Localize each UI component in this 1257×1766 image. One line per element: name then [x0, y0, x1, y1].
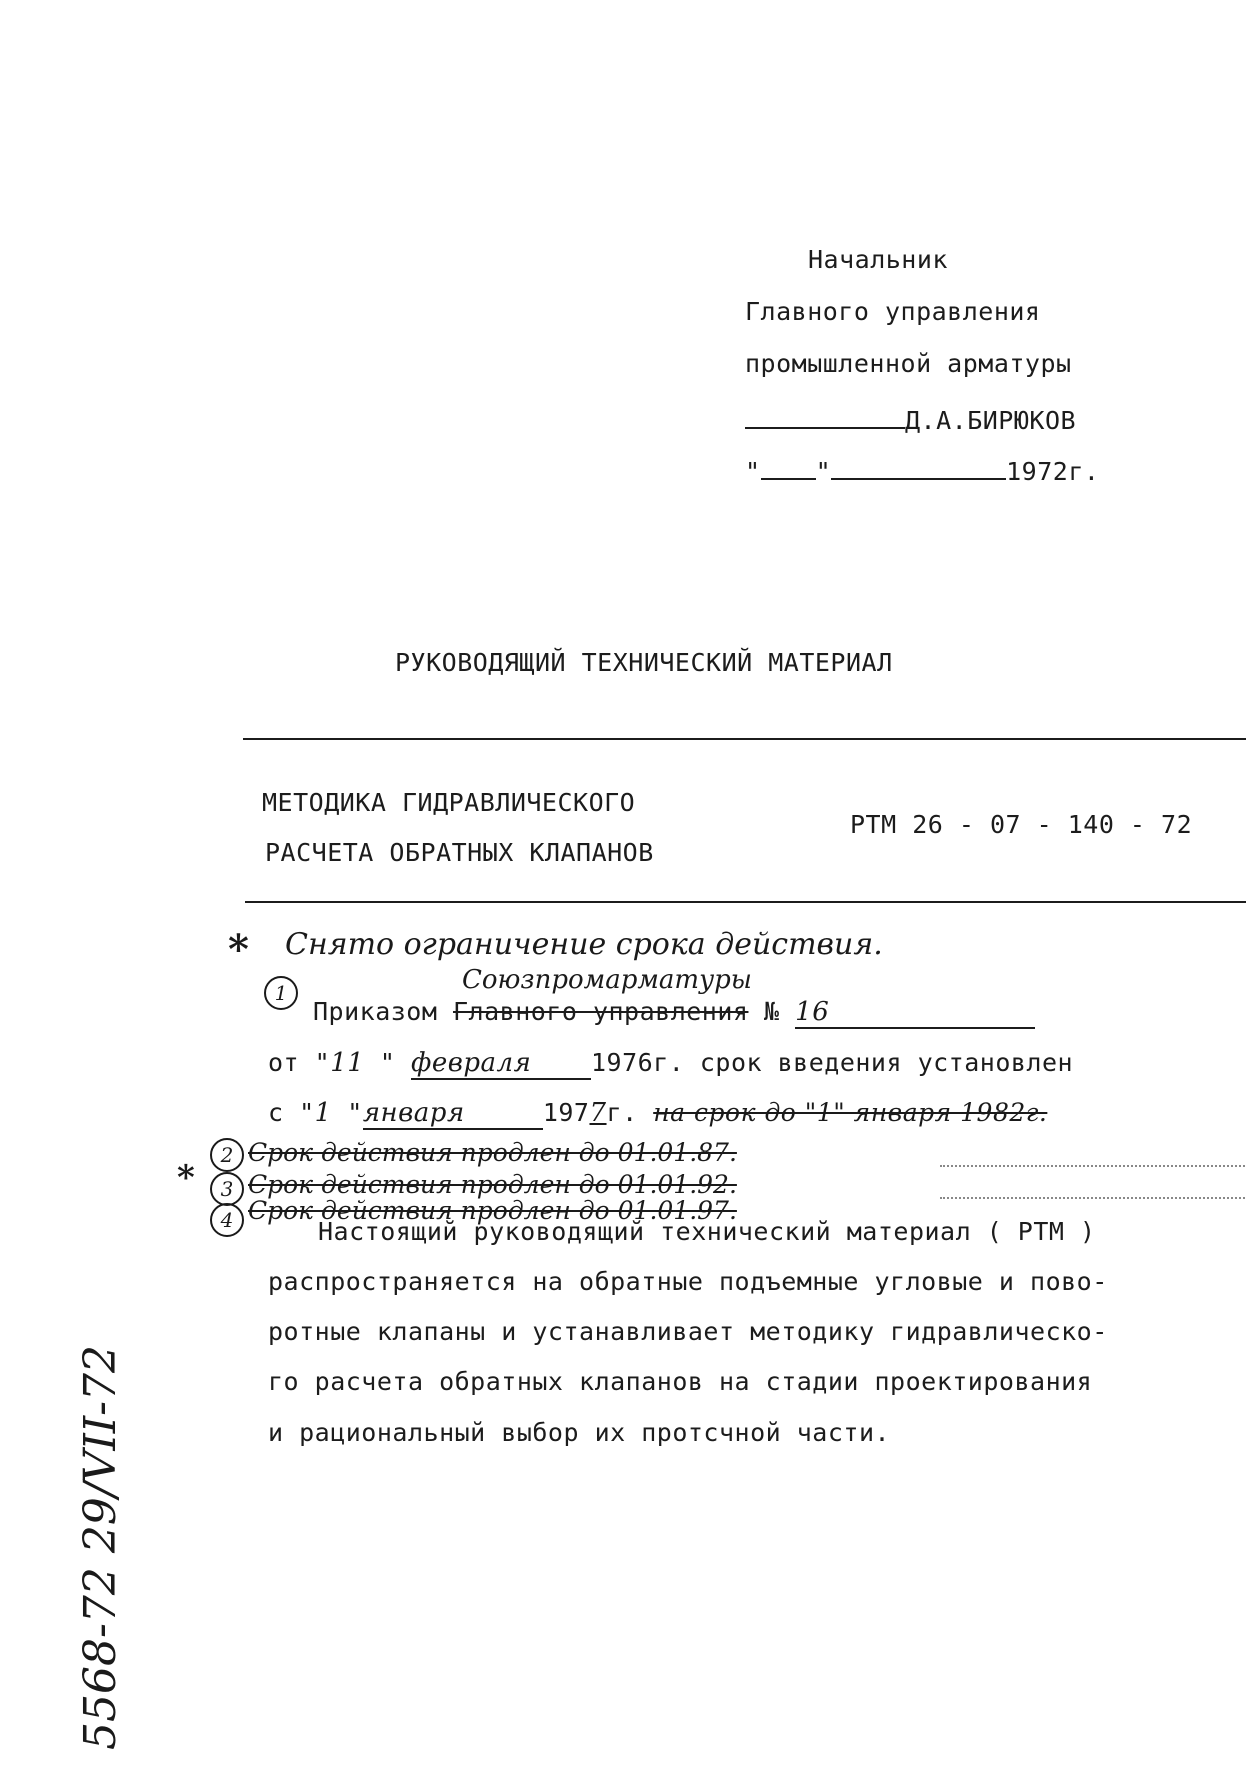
body-line-2: распространяется на обратные подъемные угловые и пово-: [268, 1267, 1108, 1296]
from-label: от ": [268, 1048, 331, 1077]
limit-removed-note: Снято ограничение срока действия.: [285, 927, 883, 962]
since-year-digit: 7: [589, 1098, 607, 1128]
number-sign: №: [764, 997, 780, 1026]
extension-dotted-line-1: [940, 1165, 1245, 1167]
asterisk-mark-2: *: [177, 1158, 195, 1198]
extension-note-1: Срок действия продлен до 01.01.87.: [248, 1138, 737, 1167]
body-line-4: го расчета обратных клапанов на стадии проектирования: [268, 1367, 1093, 1396]
body-line-1: Настоящий руководящий технический материал ( РТМ ): [318, 1217, 1096, 1246]
extension-note-2: Срок действия продлен до 01.01.92.: [248, 1170, 737, 1199]
asterisk-mark: *: [228, 926, 249, 973]
approval-date-line: [745, 457, 1099, 486]
document-code: РТМ 26 - 07 - 140 - 72: [850, 810, 1193, 839]
approval-year: 1972г.: [1006, 457, 1100, 486]
circled-number-3: 3: [210, 1172, 244, 1206]
extension-dotted-line-2: [940, 1197, 1245, 1199]
since-year-suffix: г.: [606, 1098, 638, 1127]
since-month-field: [363, 1098, 543, 1130]
approval-dept: Главного управления: [745, 297, 1041, 326]
extension-note-3: Срок действия продлен до 01.01.97.: [248, 1196, 737, 1225]
since-day-close: ": [347, 1098, 363, 1127]
order-month: февраля: [411, 1048, 532, 1078]
margin-registration-note: 5568-72 29/VII-72: [75, 1344, 126, 1750]
since-month: января: [362, 1098, 465, 1128]
title-line-1: МЕТОДИКА ГИДРАВЛИЧЕСКОГО: [262, 788, 636, 817]
title-rule-bottom: [245, 901, 1246, 903]
since-year-prefix: 197: [542, 1098, 590, 1127]
signature-blank: [745, 407, 905, 429]
since-label: с ": [268, 1098, 315, 1127]
order-line-2: [268, 1048, 1073, 1080]
approval-signature-line: [745, 406, 1076, 435]
body-line-3: ротные клапаны и устанавливает методику гидравлическо-: [268, 1317, 1108, 1346]
order-month-field: [411, 1048, 591, 1080]
order-number-field: [795, 997, 1035, 1029]
order-prefix: Приказом: [313, 997, 438, 1026]
order-year-text: 1976г. срок введения установлен: [591, 1048, 1074, 1077]
order-line-1: [313, 997, 1035, 1029]
day-blank: [761, 458, 816, 480]
approval-industry: промышленной арматуры: [745, 349, 1072, 378]
circled-number-2: 2: [210, 1138, 244, 1172]
since-day: 1: [314, 1098, 332, 1128]
date-close-quote: ": [815, 457, 832, 486]
title-line-2: РАСЧЕТА ОБРАТНЫХ КЛАПАНОВ: [265, 838, 654, 867]
struck-organization: Главного управления: [452, 997, 749, 1026]
order-day: 11: [330, 1048, 365, 1078]
approval-title: Начальник: [808, 245, 948, 274]
order-line-3: [268, 1098, 1047, 1130]
circled-number-1: 1: [264, 976, 298, 1010]
date-open-quote: ": [745, 457, 761, 486]
circled-number-4: 4: [210, 1203, 244, 1237]
agency-insert: Союзпромарматуры: [462, 965, 752, 995]
body-line-5: и рациональный выбор их протсчной части.: [268, 1418, 891, 1447]
order-day-close: ": [379, 1048, 396, 1077]
struck-term: на срок до "1" января 1982г.: [653, 1098, 1048, 1127]
signatory-name: Д.А.БИРЮКОВ: [905, 406, 1077, 435]
month-blank: [831, 458, 1006, 480]
title-rule-top: [243, 738, 1246, 740]
order-number: 16: [795, 997, 830, 1027]
document-type-heading: РУКОВОДЯЩИЙ ТЕХНИЧЕСКИЙ МАТЕРИАЛ: [395, 648, 893, 677]
